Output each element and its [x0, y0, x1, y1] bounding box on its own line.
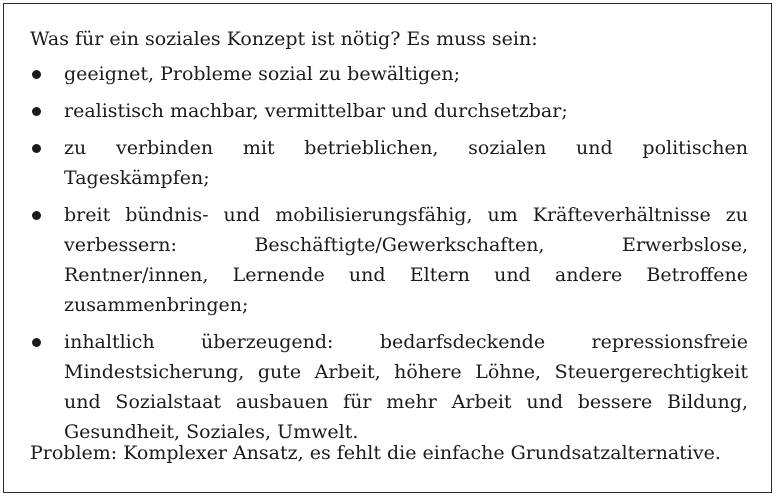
intro-text: Was für ein soziales Konzept ist nötig? Es muss sein: [30, 28, 538, 50]
bullet-icon [32, 70, 41, 79]
bullet-icon [32, 338, 41, 347]
list-item [30, 133, 748, 193]
list-item-text: breit bündnis- und mobilisierungsfähig, um Kräfteverhältnisse zu verbessern: Beschäftigte/Gewerkschaften, Erwerbslose, Rentner/innen, Lernende und Eltern und andere Betroffene zusammenbringen; [64, 204, 748, 316]
list-item [30, 200, 748, 320]
list-item-text: realistisch machbar, vermittelbar und durchsetzbar; [64, 100, 568, 122]
bullet-icon [32, 107, 41, 116]
list-item [30, 96, 748, 126]
list-item-text: zu verbinden mit betrieblichen, sozialen und politischen Tageskämpfen; [64, 137, 748, 189]
problem-statement: Problem: Komplexer Ansatz, es fehlt die einfache Grundsatzalternative. [30, 442, 721, 464]
list-item-text: geeignet, Probleme sozial zu bewältigen; [64, 63, 461, 85]
box-content [30, 24, 748, 464]
bullet-icon [32, 144, 41, 153]
list-item-text: inhaltlich überzeugend: bedarfsdeckende repressionsfreie Mindestsicherung, gute Arbeit, höhere Löhne, Steuergerechtigkeit und Sozialstaat ausbauen für mehr Arbeit und bessere Bildung, Gesundheit, Soziales, Umwelt. [64, 331, 748, 443]
requirements-list [30, 59, 748, 447]
bullet-icon [32, 211, 41, 220]
list-item [30, 59, 748, 89]
list-item [30, 327, 748, 447]
text-box [3, 3, 772, 493]
